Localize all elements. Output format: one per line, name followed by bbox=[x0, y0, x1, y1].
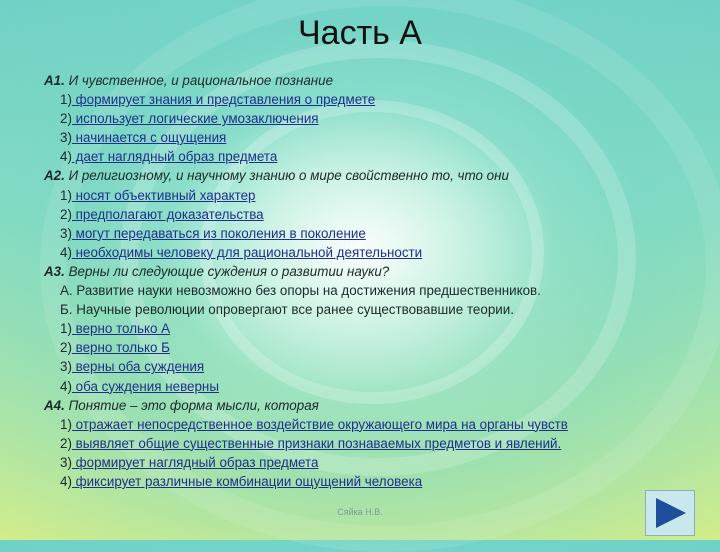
answer-option[interactable] bbox=[44, 319, 684, 338]
option-number: 2) bbox=[60, 435, 72, 451]
option-number: 1) bbox=[60, 321, 72, 337]
answer-option[interactable] bbox=[44, 377, 684, 396]
option-number: 3) bbox=[60, 130, 72, 146]
option-number: 4) bbox=[60, 378, 72, 394]
option-link[interactable]: носят объективный характер bbox=[71, 187, 256, 203]
option-link[interactable]: отражает непосредственное воздействие окружающего мира на органы чувств bbox=[71, 416, 568, 432]
option-number: 1) bbox=[60, 187, 72, 203]
answer-option[interactable] bbox=[44, 415, 684, 434]
question-a1 bbox=[44, 71, 684, 90]
option-number: 2) bbox=[60, 206, 72, 222]
option-number: 3) bbox=[60, 359, 72, 375]
author-footer: Сяйка Н.В. bbox=[337, 507, 383, 517]
next-slide-button[interactable] bbox=[645, 490, 695, 536]
answer-option[interactable] bbox=[44, 357, 684, 376]
question-text: Верны ли следующие суждения о развитии науки? bbox=[64, 263, 390, 279]
question-text: И чувственное, и рациональное познание bbox=[64, 73, 334, 88]
statement-a: А. Развитие науки невозможно без опоры на достижения предшественников. bbox=[60, 283, 541, 299]
answer-option[interactable] bbox=[44, 224, 684, 243]
option-link[interactable]: дает наглядный образ предмета bbox=[71, 149, 278, 165]
option-number: 2) bbox=[60, 111, 72, 127]
option-number: 1) bbox=[60, 416, 72, 432]
option-link[interactable]: начинается с ощущения bbox=[71, 130, 227, 146]
answer-option[interactable] bbox=[44, 128, 684, 147]
answer-option[interactable] bbox=[44, 205, 684, 224]
question-text: Понятие – это форма мысли, которая bbox=[64, 397, 319, 413]
play-triangle-icon bbox=[652, 496, 688, 530]
question-a2 bbox=[44, 166, 684, 185]
statement-b: Б. Научные революции опровергают все ранее существовавшие теории. bbox=[60, 302, 514, 318]
option-number: 4) bbox=[60, 244, 72, 260]
option-number: 2) bbox=[60, 340, 72, 356]
option-link[interactable]: формирует наглядный образ предмета bbox=[71, 454, 319, 470]
answer-option[interactable] bbox=[44, 186, 684, 205]
option-number: 4) bbox=[60, 149, 72, 165]
option-link[interactable]: фиксирует различные комбинации ощущений человека bbox=[71, 473, 423, 489]
answer-option[interactable] bbox=[44, 453, 684, 472]
option-number: 3) bbox=[60, 225, 72, 241]
question-number: А2. bbox=[44, 168, 65, 184]
slide-title: Часть А bbox=[298, 14, 422, 52]
questions-block bbox=[44, 71, 684, 491]
answer-option[interactable] bbox=[44, 147, 684, 166]
option-link[interactable]: верны оба суждения bbox=[71, 359, 205, 375]
option-link[interactable]: формирует знания и представления о предмете bbox=[71, 92, 376, 108]
answer-option[interactable] bbox=[44, 472, 684, 491]
option-link[interactable]: оба суждения неверны bbox=[71, 378, 219, 394]
option-number: 4) bbox=[60, 473, 72, 489]
question-number: А3. bbox=[44, 263, 65, 279]
option-link[interactable]: могут передаваться из поколения в поколение bbox=[71, 225, 366, 241]
answer-option[interactable] bbox=[44, 434, 684, 453]
option-link[interactable]: необходимы человеку для рациональной деятельности bbox=[71, 244, 423, 260]
answer-option[interactable] bbox=[44, 338, 684, 357]
question-number: А4. bbox=[44, 397, 65, 413]
answer-option[interactable] bbox=[44, 243, 684, 262]
answer-option[interactable] bbox=[44, 90, 684, 109]
question-number: А1. bbox=[44, 73, 65, 88]
question-a3 bbox=[44, 262, 684, 281]
question-text: И религиозному, и научному знанию о мире свойственно то, что они bbox=[64, 168, 509, 184]
option-link[interactable]: предполагают доказательства bbox=[71, 206, 264, 222]
answer-option[interactable] bbox=[44, 109, 684, 128]
option-link[interactable]: верно только Б bbox=[71, 340, 170, 356]
option-link[interactable]: выявляет общие существенные признаки познаваемых предметов и явлений. bbox=[71, 435, 562, 451]
option-link[interactable]: верно только А bbox=[71, 321, 171, 337]
option-number: 3) bbox=[60, 454, 72, 470]
question-a4 bbox=[44, 396, 684, 415]
option-number: 1) bbox=[60, 92, 72, 108]
option-link[interactable]: использует логические умозаключения bbox=[71, 111, 319, 127]
